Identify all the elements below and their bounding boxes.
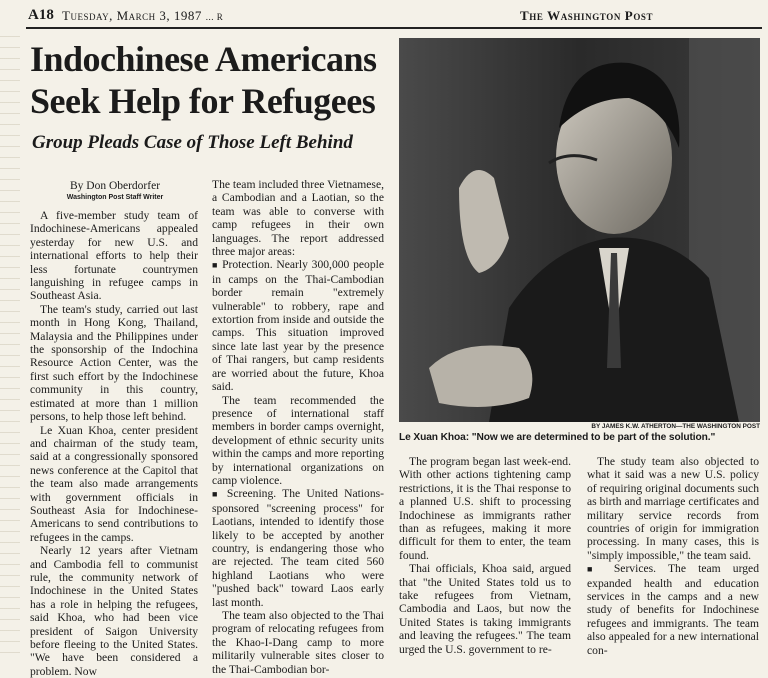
caption-subject: Le Xuan Khoa: bbox=[399, 432, 470, 443]
news-photo bbox=[399, 38, 760, 422]
paragraph: ■ Services. The team urged expanded health and education services in the camps and a new study of benefits for Indochinese refugees and immigrants. The team also appealed for a new international con- bbox=[587, 562, 759, 657]
paragraph: The study team also objected to what it said was a new U.S. policy of requiring original documents such as birth and marriage certificates and military service records from countries of origin for immigration processing. In many cases, this is "simply impossible," the team said. bbox=[587, 455, 759, 562]
paragraph: The team's study, carried out last month in Hong Kong, Thailand, Malaysia and the Philippines under the sponsorship of the Indochina Resource Action Center, was the first such effort by the Indochinese community in this country, estimated at more than 1 million persons, to help those left behind. bbox=[30, 302, 198, 424]
byline: By Don Oberdorfer bbox=[69, 180, 161, 192]
paragraph: The team also objected to the Thai program of relocating refugees from the Khao-I-Dang camp to more militarily vulnerable sites closer to the Thai-Cambodian bor- bbox=[212, 609, 384, 676]
photo-credit: BY JAMES K.W. ATHERTON—THE WASHINGTON POST bbox=[591, 423, 760, 430]
subheadline: Group Pleads Case of Those Left Behind bbox=[32, 132, 353, 153]
page-header bbox=[0, 0, 768, 30]
page-number: A18 bbox=[28, 7, 54, 23]
bullet-square: ■ bbox=[587, 564, 602, 575]
caption-quote: "Now we are determined to be part of the solution." bbox=[471, 432, 716, 443]
edition-mark: ... R bbox=[205, 12, 224, 22]
paragraph: ■ Screening. The United Nations-sponsored "screening process" for Laotians, intended to identify those likely to be accepted by another country, is endangering those who are rejected. The team cited 560 highland Laotians who were "pushed back" toward Laos early last month. bbox=[212, 487, 384, 609]
article-column-4 bbox=[587, 455, 759, 657]
article-column-3 bbox=[399, 455, 571, 656]
byline-credit: Washington Post Staff Writer bbox=[66, 194, 164, 201]
bullet-square: ■ bbox=[212, 489, 221, 500]
paragraph: The team recommended the presence of international staff members in border camps overnight, development of ethnic security units within the camps and more reporting by international organizations on camp violence. bbox=[212, 393, 384, 487]
paragraph: ■ Protection. Nearly 300,000 people in camps on the Thai-Cambodian border remain "extremely vulnerable" to robbery, rape and extortion from inside and outside the camps. This situation improved since late last year by the presence of Thai rangers, but camp residents are worried about the future, Khoa said. bbox=[212, 258, 385, 394]
paragraph: Thai officials, Khoa said, argued that "the United States told us to take refugees from Vietnam, Cambodia and Laos, but now the United States is taking immigrants and leaving the refugees." The team urged the U.S. government to re- bbox=[399, 562, 571, 656]
date-text: Tuesday, March 3, 1987 bbox=[62, 8, 202, 23]
photo-caption bbox=[399, 432, 760, 443]
paragraph: The program began last week-end. With other actions tightening camp restrictions, it is the Thai response to a planned U.S. shift to processing Indochinese as immigrants rather than as refugees, making it more difficult for them to enter, the team found. bbox=[399, 455, 571, 562]
headline: Indochinese Americans Seek Help for Refugees bbox=[30, 39, 377, 121]
dateline bbox=[62, 8, 223, 24]
paragraph: Nearly 12 years after Vietnam and Cambodia fell to communist rule, the community network of Indochinese in the United States has a role in helping the refugees, said Khoa, who had been vice president of Saigon University before fleeing to the United States. "We have been considered a problem. Now bbox=[30, 544, 198, 678]
paragraph: A five-member study team of Indochinese-Americans appealed yesterday for new U.S. and international efforts to help their less fortunate countrymen languishing in refugee camps in Southeast Asia. bbox=[30, 209, 198, 303]
paragraph: Le Xuan Khoa, center president and chairman of the study team, said at a congressionally sponsored news conference at the Capitol that the team also made arrangements with government officials in Southeast Asia for Indochinese-Americans to send contributions to refugees in the camps. bbox=[30, 423, 198, 544]
article-column-1 bbox=[30, 209, 198, 678]
page-binding-edge bbox=[0, 30, 20, 662]
paragraph: The team included three Vietnamese, a Cambodian and a Laotian, so the team was able to converse with camp refugees in their own languages. The report addressed three major areas: bbox=[212, 178, 384, 259]
article-column-2 bbox=[212, 178, 384, 676]
newspaper-name: The Washington Post bbox=[520, 8, 654, 23]
portrait-photo-image bbox=[399, 38, 760, 422]
bullet-square: ■ bbox=[212, 260, 219, 271]
header-rule bbox=[26, 27, 762, 29]
